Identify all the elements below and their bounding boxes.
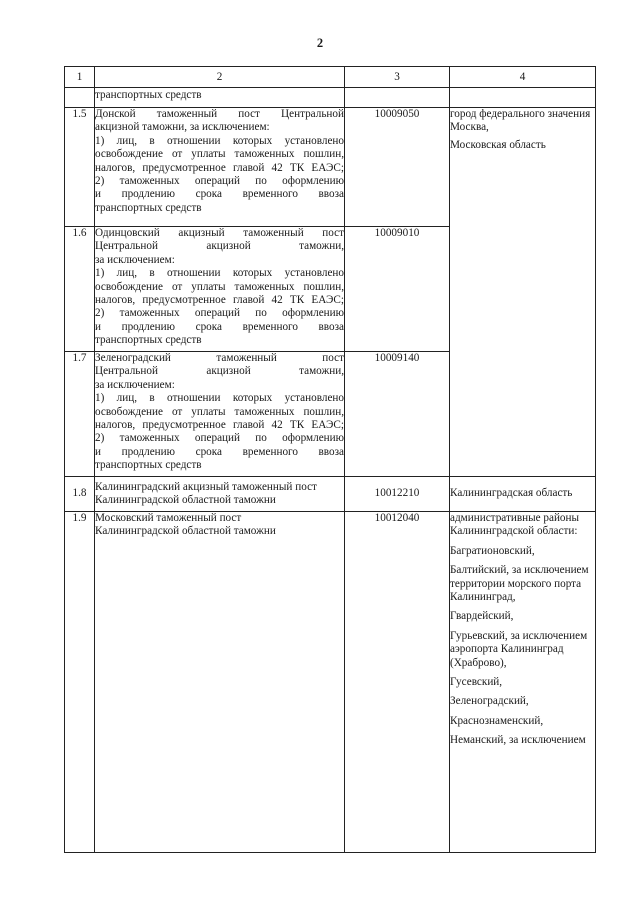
cell-region — [450, 477, 596, 512]
cell-post-name — [95, 88, 345, 108]
column-header-region: 4 — [450, 67, 596, 88]
cell-post-name — [95, 512, 345, 853]
post-name-line: транспортных средств — [95, 201, 202, 214]
cell-region — [450, 88, 596, 108]
cell-number: 1.7 — [65, 352, 95, 477]
post-name-line: и продлению срока временного ввоза — [95, 320, 344, 333]
region-item: Гусевский, — [450, 676, 503, 689]
column-header-number: 1 — [65, 67, 95, 88]
post-name-line: 2) таможенных операций по оформлению — [95, 175, 344, 188]
region-item: Гвардейский, — [450, 610, 514, 623]
post-name-line: освобождение от уплаты таможенных пошлин, — [95, 280, 344, 293]
table-row — [65, 512, 596, 853]
post-name-line: транспортных средств — [95, 334, 202, 347]
post-name-line: транспортных средств — [95, 89, 202, 101]
post-name-line: Калининградской областной таможни — [95, 525, 276, 538]
post-name-line: Калининградской областной таможни — [95, 494, 276, 506]
cell-number — [65, 88, 95, 108]
region-item: Неманский, за исключением — [450, 734, 586, 747]
region-item: Балтийский, за исключением территории морского порта Калининград, — [450, 564, 589, 604]
post-name-line: налогов, предусмотренное главой 42 ТК ЕАЭС; — [95, 161, 344, 174]
post-name-line: за исключением: — [95, 378, 175, 391]
post-name-line: транспортных средств — [95, 459, 202, 472]
post-name-line: Центральной акцизной таможни, — [95, 240, 344, 253]
cell-number: 1.5 — [65, 108, 95, 227]
post-name-line: 2) таможенных операций по оформлению — [95, 432, 344, 445]
post-name-line: и продлению срока временного ввоза — [95, 188, 344, 201]
region-item: Гурьевский, за исключением аэропорта Калининград (Храброво), — [450, 629, 588, 669]
region-text: Калининградская область — [450, 487, 573, 500]
post-name-line: Калининградский акцизный таможенный пост — [95, 480, 317, 493]
post-name-line: 2) таможенных операций по оформлению — [95, 307, 344, 320]
region-text: Московская область — [450, 138, 546, 151]
cell-code — [345, 88, 450, 108]
post-name-line: освобождение от уплаты таможенных пошлин, — [95, 148, 344, 161]
column-header-post-name: 2 — [95, 67, 345, 88]
post-name-line: за исключением: — [95, 253, 175, 266]
cell-number: 1.6 — [65, 227, 95, 352]
post-name-line: Донской таможенный пост Центральной — [95, 108, 344, 120]
post-name-line: акцизной таможни, за исключением: — [95, 121, 270, 134]
post-name-line: Центральной акцизной таможни, — [95, 365, 344, 378]
region-item: административные районы Калининградской области: — [450, 512, 580, 538]
customs-posts-table — [64, 66, 596, 853]
post-name-line: освобождение от уплаты таможенных пошлин, — [95, 405, 344, 418]
cell-post-name — [95, 108, 345, 227]
cell-code: 10009140 — [345, 352, 450, 477]
cell-post-name — [95, 477, 345, 512]
region-text: город федерального значения Москва, — [450, 108, 591, 134]
page-number: 2 — [316, 36, 324, 50]
post-name-line: 1) лиц, в отношении которых установлено — [95, 392, 344, 405]
post-name-line: Одинцовский акцизный таможенный пост — [95, 227, 344, 239]
cell-post-name — [95, 352, 345, 477]
cell-number: 1.8 — [65, 477, 95, 512]
cell-region — [450, 512, 596, 853]
cell-code: 10012210 — [345, 477, 450, 512]
table-row — [65, 477, 596, 512]
table-header-row — [65, 67, 596, 88]
column-header-code: 3 — [345, 67, 450, 88]
post-name-line: и продлению срока временного ввоза — [95, 445, 344, 458]
post-name-line: 1) лиц, в отношении которых установлено — [95, 134, 344, 147]
post-name-line: Зеленоградский таможенный пост — [95, 352, 344, 364]
cell-code: 10009050 — [345, 108, 450, 227]
cell-code: 10009010 — [345, 227, 450, 352]
region-item: Зеленоградский, — [450, 695, 529, 708]
region-item: Багратионовский, — [450, 544, 535, 557]
cell-region — [450, 108, 596, 477]
table-row-continuation — [65, 88, 596, 108]
cell-post-name — [95, 227, 345, 352]
post-name-line: налогов, предусмотренное главой 42 ТК ЕАЭС; — [95, 419, 344, 432]
post-name-line: налогов, предусмотренное главой 42 ТК ЕАЭС; — [95, 294, 344, 307]
table-row — [65, 108, 596, 227]
post-name-line: Московский таможенный пост — [95, 512, 242, 524]
cell-code: 10012040 — [345, 512, 450, 853]
region-item: Краснознаменский, — [450, 714, 544, 727]
post-name-line: 1) лиц, в отношении которых установлено — [95, 267, 344, 280]
cell-number: 1.9 — [65, 512, 95, 853]
